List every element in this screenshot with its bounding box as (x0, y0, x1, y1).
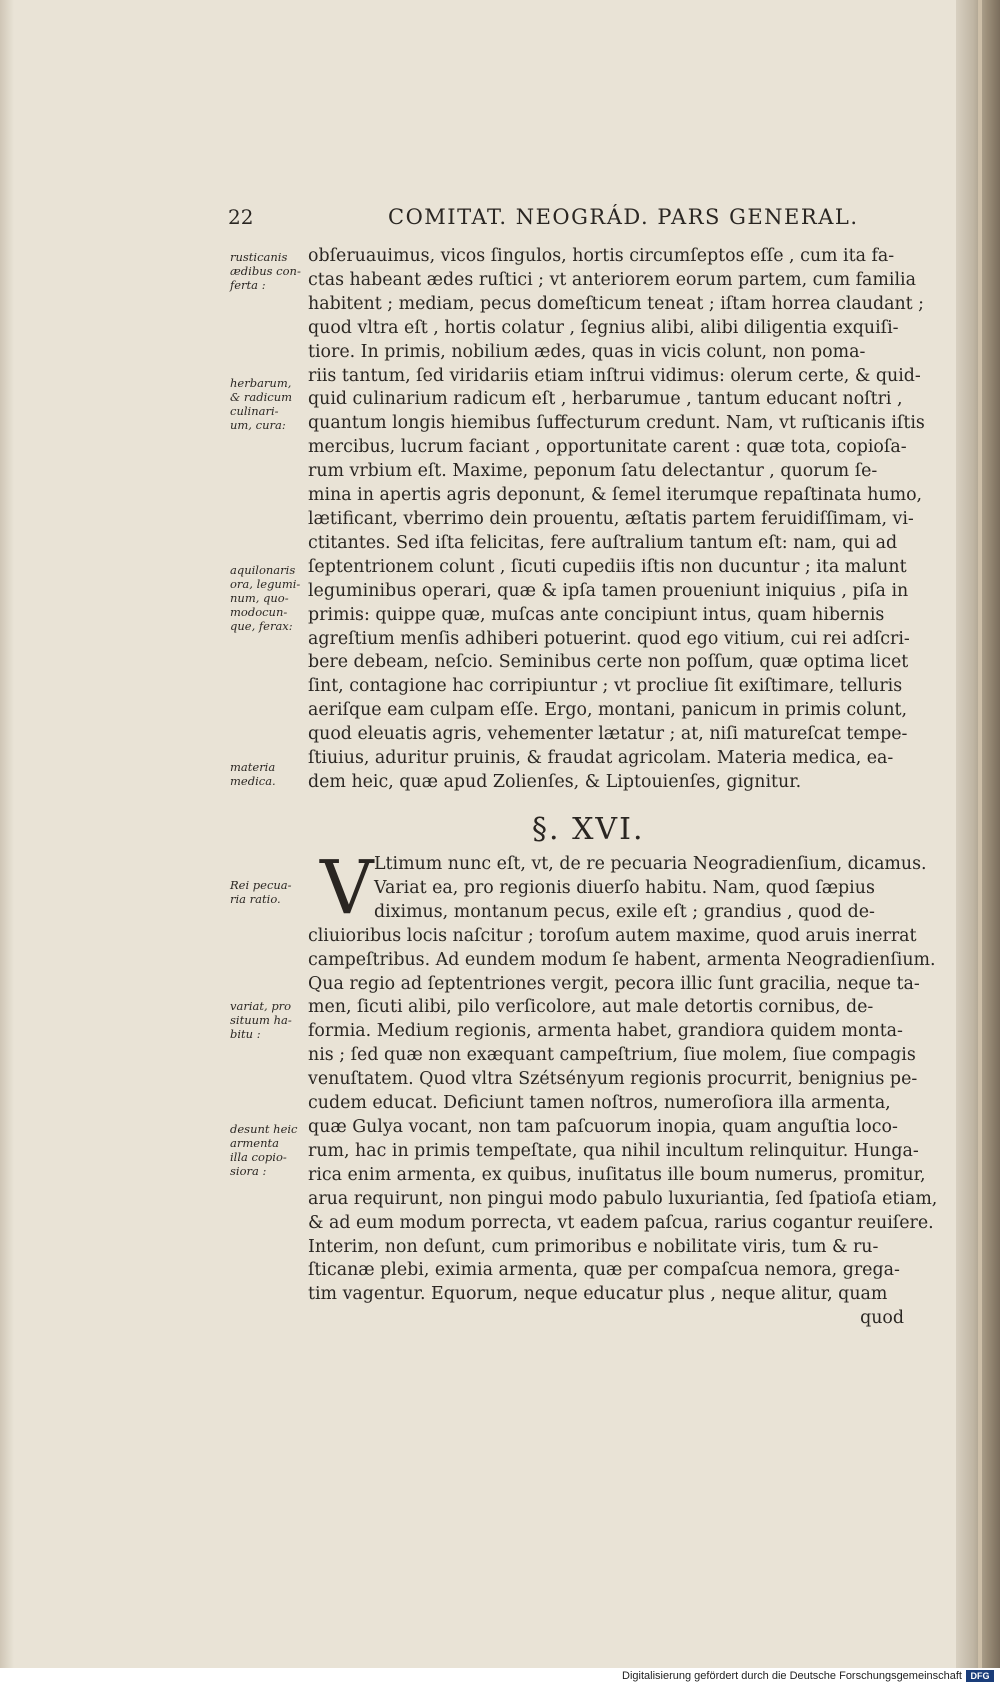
margin-note-line: illa copio- (230, 1150, 287, 1164)
margin-note-line: variat, pro (230, 999, 292, 1013)
margin-note-line: aquilonaris (230, 563, 296, 577)
text-line: riis tantum, ſed viridariis etiam inſtrui vidimus: olerum certe, & quid- (308, 365, 921, 386)
margin-note-line: que, ferax: (230, 619, 293, 633)
text-line: diximus, montanum pecus, exile eſt ; grandius , quod de- (374, 901, 875, 922)
margin-note-line: num, quo- (230, 591, 289, 605)
text-line: quantum longis hiemibus ſuffecturum credunt. Nam, vt ruſticanis iſtis (308, 413, 925, 434)
margin-note-line: rusticanis (230, 250, 288, 264)
text-line: ſeptentrionem colunt , ſicuti cupediis iſtis non ducuntur ; ita malunt (308, 556, 907, 577)
text-line: Ltimum nunc eſt, vt, de re pecuaria Neogradienſium, dicamus. (374, 854, 927, 874)
margin-note-desunt (230, 1122, 310, 1178)
text-line: cudem educat. Deficiunt tamen noſtros, numeroſiora illa armenta, (308, 1093, 891, 1114)
text-line: mina in apertis agris deponunt, & ſemel iterumque repaſtinata humo, (308, 485, 923, 506)
margin-note-line: herbarum, (230, 376, 292, 390)
text-line: mercibus, lucrum faciant , opportunitate carent : quæ tota, copioſa- (308, 437, 907, 458)
margin-note-aquilonaris (230, 563, 310, 633)
drop-cap: V (320, 845, 374, 931)
margin-note-line: ferta : (230, 278, 266, 292)
running-title: COMITAT. NEOGRÁD. PARS GENERAL. (388, 205, 859, 229)
text-line: primis: quippe quæ, muſcas ante concipiunt intus, quam hibernis (308, 604, 885, 625)
text-line: arua requirunt, non pingui modo pabulo luxuriantia, ſed ſpatioſa etiam, (308, 1188, 938, 1209)
text-line: aeriſque eam culpam eſſe. Ergo, montani, panicum in primis colunt, (308, 700, 908, 721)
text-line: bere debeam, neſcio. Seminibus certe non poſſum, quæ optima licet (308, 652, 909, 673)
margin-note-materia (230, 760, 310, 788)
text-line: ſticanæ plebi, eximia armenta, quæ per compaſcua nemora, grega- (308, 1260, 900, 1281)
text-line: rum, hac in primis tempeſtate, qua nihil incultum relinquitur. Hunga- (308, 1140, 919, 1161)
margin-note-rei-pecuaria (230, 878, 310, 906)
margin-note-line: desunt heic (230, 1122, 298, 1136)
text-line: nis ; ſed quæ non exæquant campeſtrium, ſiue molem, ſiue compagis (308, 1045, 916, 1066)
paragraph-horticulture (308, 245, 925, 795)
margin-note-line: bitu : (230, 1027, 261, 1041)
margin-note-line: culinari- (230, 404, 279, 418)
text-line: ctitantes. Sed iſta felicitas, fere auſtralium tantum eſt: nam, qui ad (308, 532, 898, 553)
text-line: quid culinarium radicum eſt , herbarumue , tantum educant noſtri , (308, 389, 903, 410)
margin-note-line: medica. (230, 774, 276, 788)
margin-note-line: & radicum (230, 390, 293, 404)
text-line: agreſtium menſis adhiberi potuerint. quod ego vitium, cui rei adſcri- (308, 628, 910, 649)
margin-note-line: um, cura: (230, 418, 286, 432)
text-line: ſtiuius, aduritur pruinis, & fraudat agricolam. Materia medica, ea- (308, 748, 894, 769)
book-fore-edge-line (978, 0, 982, 1684)
section-heading: §. XVI. (532, 812, 645, 847)
margin-note-line: siora : (230, 1164, 267, 1178)
footer-credit: Digitalisierung gefördert durch die Deutsche Forschungsgemeinschaft (622, 1670, 962, 1682)
margin-note-line: modocun- (230, 605, 288, 619)
catchword: quod (860, 1308, 904, 1329)
margin-note-line: ora, legumi- (230, 577, 301, 591)
text-line: quod eleuatis agris, vehementer lætatur ; at, niſi matureſcat tempe- (308, 724, 908, 745)
text-line: dem heic, quæ apud Zolienſes, & Liptouienſes, gignitur. (308, 771, 802, 792)
text-line: Interim, non deſunt, cum primoribus e nobilitate viris, tum & ru- (308, 1236, 879, 1257)
margin-note-rusticanis (230, 250, 310, 292)
page-number: 22 (228, 205, 254, 229)
text-line: tim vagentur. Equorum, neque educatur plus , neque alitur, quam (308, 1284, 888, 1305)
text-line: rica enim armenta, ex quibus, inuſitatus ille boum numerus, promitur, (308, 1164, 926, 1185)
margin-note-line: ædibus con- (230, 264, 301, 278)
text-line: obſeruauimus, vicos ſingulos, hortis circumſeptos eſſe , cum ita fa- (308, 246, 895, 266)
text-line: tiore. In primis, nobilium ædes, quas in vicis colunt, non poma- (308, 341, 866, 362)
margin-note-line: armenta (230, 1136, 279, 1150)
text-line: & ad eum modum porrecta, vt eadem paſcua, rarius cogantur reuiſere. (308, 1212, 934, 1233)
page-gutter-shadow (0, 0, 14, 1684)
margin-note-herbarum (230, 376, 310, 432)
text-line: ſint, contagione hac corripiuntur ; vt procliue ſit exiſtimare, telluris (308, 676, 903, 697)
text-line: habitent ; mediam, pecus domeſticum teneat ; iſtam horrea claudant ; (308, 293, 925, 314)
text-line: Qua regio ad ſeptentriones vergit, pecora illic ſunt gracilia, neque ta- (308, 973, 920, 994)
dfg-logo: DFG (966, 1670, 994, 1682)
running-header (228, 205, 908, 235)
margin-note-variat (230, 999, 310, 1041)
text-line: ctas habeant ædes ruſtici ; vt anteriorem eorum partem, cum familia (308, 269, 916, 290)
text-line: rum vrbium eſt. Maxime, peponum ſatu delectantur , quorum ſe- (308, 461, 878, 482)
text-line: men, ſicuti alibi, pilo verſicolore, aut male detortis cornibus, de- (308, 997, 874, 1018)
footer-bar (0, 1668, 1000, 1684)
text-line: quod vltra eſt , hortis colatur , ſegnius alibi, alibi diligentia exquiſi- (308, 317, 899, 338)
text-line: cliuioribus locis naſcitur ; toroſum autem maxime, quod aruis inerrat (308, 925, 917, 946)
margin-note-line: Rei pecua- (230, 878, 292, 892)
text-line: venuſtatem. Quod vltra Szétsényum regionis procurrit, benignius pe- (308, 1069, 918, 1090)
text-line: lætificant, vberrimo dein prouentu, æſtatis partem feruidiſſimam, vi- (308, 508, 914, 529)
text-line: leguminibus operari, quæ & ipſa tamen proueniunt iniquius , piſa in (308, 580, 909, 601)
margin-note-line: ria ratio. (230, 892, 281, 906)
margin-note-line: materia (230, 760, 276, 774)
text-line: campeſtribus. Ad eundem modum ſe habent, armenta Neogradienſium. (308, 949, 936, 970)
margin-note-line: situum ha- (230, 1013, 292, 1027)
text-line: formia. Medium regionis, armenta habet, grandiora quidem monta- (308, 1021, 903, 1042)
text-line: Variat ea, pro regionis diuerſo habitu. Nam, quod ſæpius (374, 877, 875, 898)
paragraph-pecuaria (308, 845, 938, 1331)
text-line: quæ Gulya vocant, non tam paſcuorum inopia, quam anguſtia loco- (308, 1116, 898, 1137)
